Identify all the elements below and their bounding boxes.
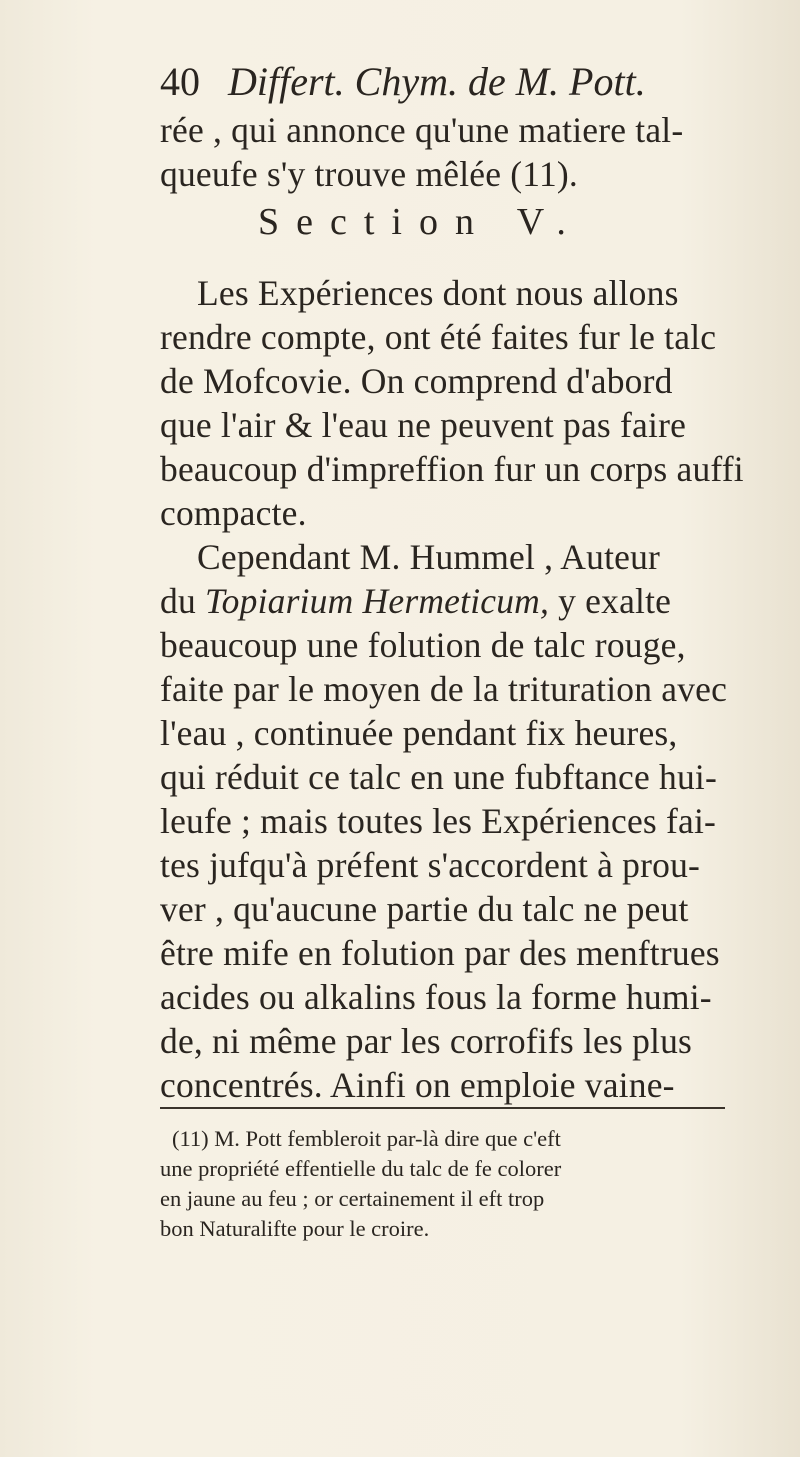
text-run: y exalte [549, 581, 672, 621]
text-line: Les Expériences dont nous allons [197, 273, 679, 313]
footnote-line: bon Naturalifte pour le croire. [160, 1216, 430, 1241]
section-heading: Section V. [258, 201, 583, 243]
footnote-line: une propriété effentielle du talc de fe colorer [160, 1156, 562, 1181]
text-line: qui réduit ce talc en une fubftance hui- [160, 757, 718, 797]
text-line: que l'air & l'eau ne peuvent pas faire [160, 405, 687, 445]
text-run: du [160, 581, 205, 621]
running-title: Differt. Chym. de M. Pott. [228, 59, 646, 104]
footnote-line: (11) M. Pott fembleroit par-là dire que c'eft [172, 1126, 561, 1151]
text-line: queufe s'y trouve mêlée (11). [160, 154, 578, 194]
text-line: être mife en folution par des menftrues [160, 933, 720, 973]
page-number: 40 [160, 59, 200, 104]
text-line: ver , qu'aucune partie du talc ne peut [160, 889, 689, 929]
text-line: acides ou alkalins fous la forme humi- [160, 977, 712, 1017]
text-line: l'eau , continuée pendant fix heures, [160, 713, 678, 753]
text-line: rendre compte, ont été faites fur le talc [160, 317, 717, 357]
text-line: tes jufqu'à préfent s'accordent à prou- [160, 845, 701, 885]
footnote-line: en jaune au feu ; or certainement il eft trop [160, 1186, 545, 1211]
footnote-rule [160, 1107, 725, 1109]
text-line [160, 579, 671, 623]
page-header [160, 60, 646, 104]
book-title: Topiarium Hermeticum, [204, 581, 550, 621]
text-line: beaucoup d'impreffion fur un corps auffi [160, 449, 744, 489]
text-line: de, ni même par les corrofifs les plus [160, 1021, 693, 1061]
text-line: de Mofcovie. On comprend d'abord [160, 361, 673, 401]
text-line: rée , qui annonce qu'une matiere tal- [160, 110, 684, 150]
text-line: concentrés. Ainfi on emploie vaine- [160, 1065, 675, 1105]
text-line: compacte. [160, 493, 307, 533]
text-line: beaucoup une folution de talc rouge, [160, 625, 686, 665]
text-line: Cependant M. Hummel , Auteur [197, 537, 661, 577]
text-line: faite par le moyen de la trituration avec [160, 669, 728, 709]
text-line: leufe ; mais toutes les Expériences fai- [160, 801, 717, 841]
